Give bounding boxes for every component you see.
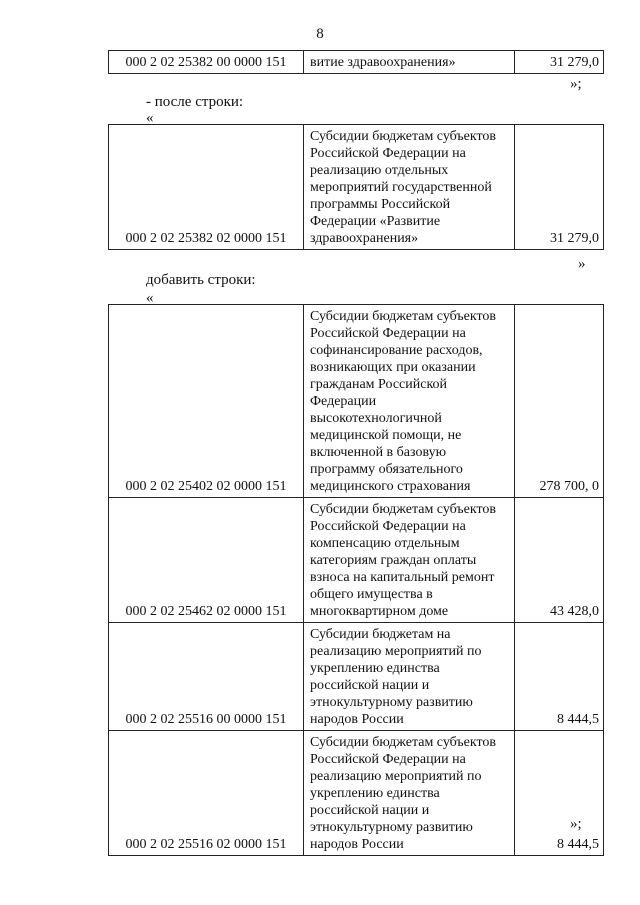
table-added-rows xyxy=(108,304,604,856)
budget-code: 000 2 02 25516 00 0000 151 xyxy=(109,623,304,731)
amount: 8 444,5 xyxy=(515,623,604,731)
income-name: Субсидии бюджетам субъектов Российской Федерации на реализацию отдельных мероприятий государственной программы Российской Федерации «Развитие здравоохранения» xyxy=(304,125,515,250)
budget-code: 000 2 02 25402 02 0000 151 xyxy=(109,305,304,498)
table-row xyxy=(109,498,604,623)
table-row xyxy=(109,51,604,74)
opening-quote: « xyxy=(146,110,154,126)
closing-quote: »; xyxy=(570,76,582,92)
income-name: Субсидии бюджетам субъектов Российской Федерации на компенсацию отдельным категориям граждан оплаты взноса на капитальный ремонт общего имущества в многоквартирном доме xyxy=(304,498,515,623)
amount: 278 700, 0 xyxy=(515,305,604,498)
closing-quote: » xyxy=(578,256,586,272)
table-after-row xyxy=(108,124,604,250)
closing-quote: »; xyxy=(570,816,582,832)
table-row xyxy=(109,125,604,250)
table-top-fragment xyxy=(108,50,604,74)
budget-code: 000 2 02 25382 02 0000 151 xyxy=(109,125,304,250)
table-row xyxy=(109,731,604,856)
amount: 8 444,5 xyxy=(515,731,604,856)
budget-code: 000 2 02 25462 02 0000 151 xyxy=(109,498,304,623)
add-rows-text: добавить строки: xyxy=(146,272,256,288)
opening-quote: « xyxy=(146,290,154,306)
income-name: Субсидии бюджетам субъектов Российской Федерации на софинансирование расходов, возникающих при оказании гражданам Российской Федерации высокотехнологичной медицинской помощи, не включенной в базовую программу обязательного медицинского страхования xyxy=(304,305,515,498)
amount: 31 279,0 xyxy=(515,125,604,250)
table-row xyxy=(109,305,604,498)
income-name: Субсидии бюджетам на реализацию мероприятий по укреплению единства российской нации и этнокультурному развитию народов России xyxy=(304,623,515,731)
after-row-text: - после строки: xyxy=(146,94,244,110)
budget-code: 000 2 02 25516 02 0000 151 xyxy=(109,731,304,856)
income-name: витие здравоохранения» xyxy=(304,51,515,74)
income-name: Субсидии бюджетам субъектов Российской Федерации на реализацию мероприятий по укреплению единства российской нации и этнокультурному развитию народов России xyxy=(304,731,515,856)
page-number: 8 xyxy=(316,26,324,42)
amount: 43 428,0 xyxy=(515,498,604,623)
amount: 31 279,0 xyxy=(515,51,604,74)
table-row xyxy=(109,623,604,731)
budget-code: 000 2 02 25382 00 0000 151 xyxy=(109,51,304,74)
